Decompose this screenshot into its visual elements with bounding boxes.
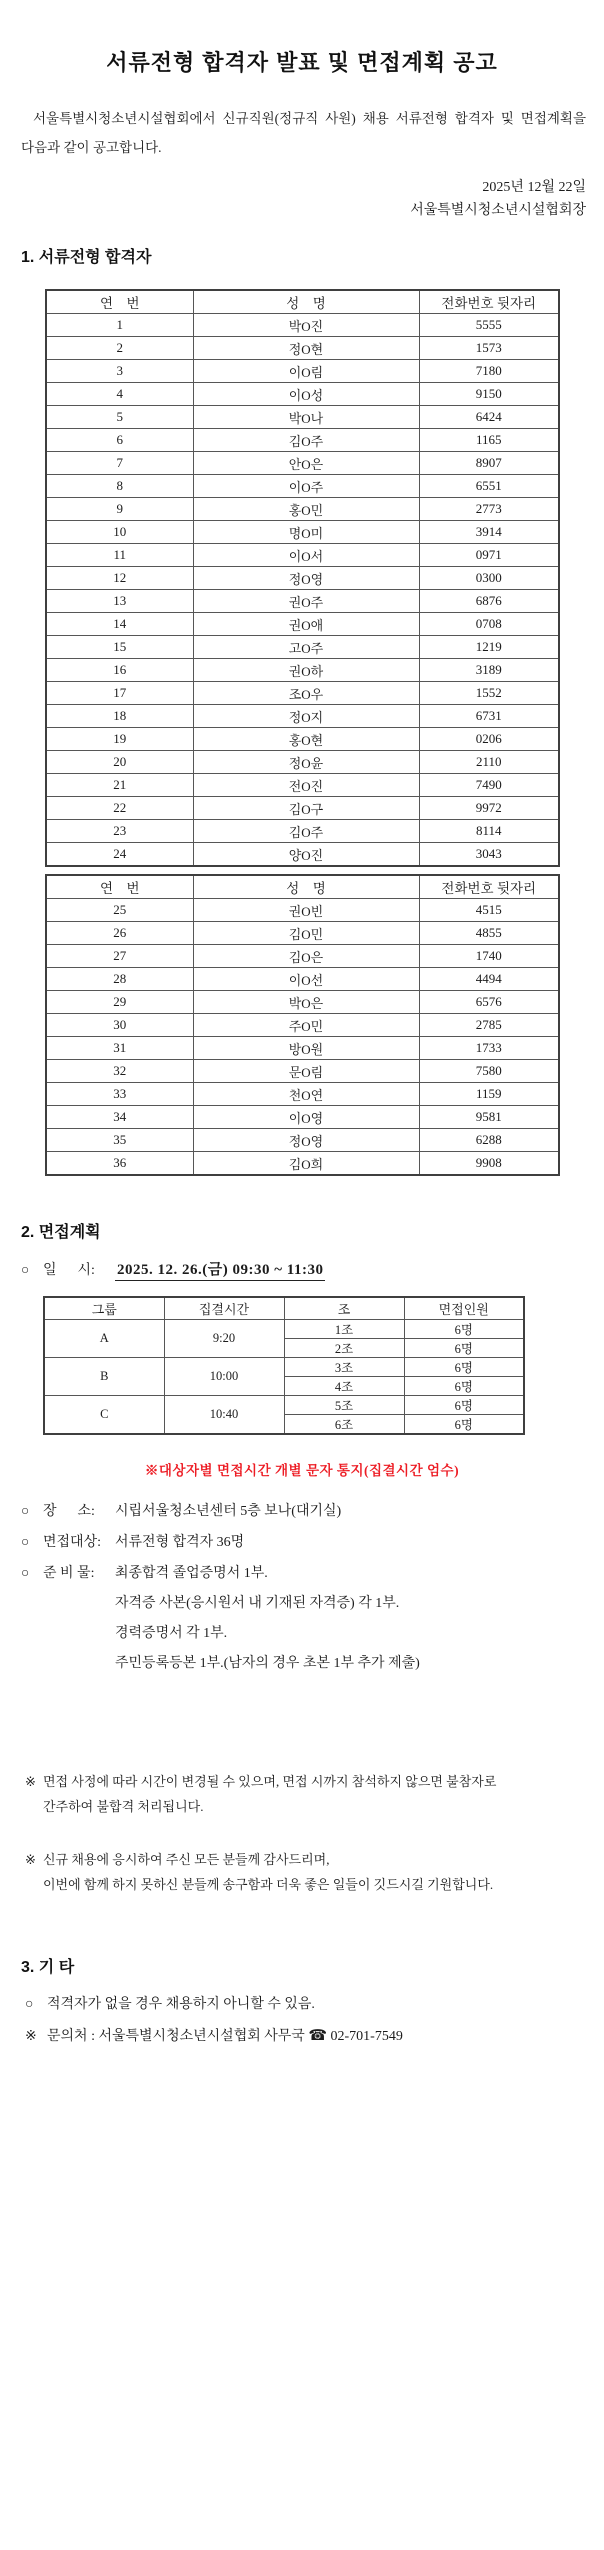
table-row: [44, 1396, 524, 1415]
cell-no: 5: [46, 406, 193, 429]
cell-no: 27: [46, 945, 193, 968]
cell-no: 2: [46, 337, 193, 360]
cell-count: 6명: [404, 1396, 524, 1415]
cell-count: 6명: [404, 1358, 524, 1377]
table-row: [46, 899, 559, 922]
cell-no: 33: [46, 1083, 193, 1106]
cell-phone: 9972: [419, 797, 559, 820]
table-row: [46, 991, 559, 1014]
table-row: [46, 922, 559, 945]
asterisk-bullet: ※: [25, 2029, 37, 2044]
table-row: [46, 1014, 559, 1037]
cell-no: 15: [46, 636, 193, 659]
cell-name: 정O지: [193, 705, 419, 728]
table-row: [46, 1060, 559, 1083]
cell-group: B: [44, 1358, 164, 1396]
table-header-row: [44, 1297, 524, 1320]
cell-count: 6명: [404, 1377, 524, 1396]
cell-phone: 4494: [419, 968, 559, 991]
cell-phone: 2110: [419, 751, 559, 774]
note-line: 신규 채용에 응시하여 주신 모든 분들께 감사드리며,: [43, 1852, 330, 1867]
table-row: [44, 1358, 524, 1377]
materials-item: 경력증명서 각 1부.: [115, 1626, 228, 1641]
contact-line: [25, 2026, 604, 2047]
table-row: [46, 751, 559, 774]
table-row: [46, 705, 559, 728]
cell-name: 정O영: [193, 567, 419, 590]
cell-no: 9: [46, 498, 193, 521]
contact-phone: 02-701-7549: [330, 2029, 403, 2044]
cell-phone: 3043: [419, 843, 559, 867]
cell-no: 36: [46, 1152, 193, 1176]
cell-name: 권O주: [193, 590, 419, 613]
cell-no: 19: [46, 728, 193, 751]
cell-no: 10: [46, 521, 193, 544]
cell-name: 홍O민: [193, 498, 419, 521]
cell-name: 문O림: [193, 1060, 419, 1083]
cell-phone: 3914: [419, 521, 559, 544]
cell-name: 정O윤: [193, 751, 419, 774]
cell-no: 35: [46, 1129, 193, 1152]
table-row: [46, 337, 559, 360]
cell-phone: 6876: [419, 590, 559, 613]
table-row: [46, 360, 559, 383]
materials-label: 준 비 물:: [43, 1566, 95, 1581]
intro-paragraph: 서울특별시청소년시설협회에서 신규직원(정규직 사원) 채용 서류전형 합격자 및 면접계획을 다음과 같이 공고합니다.: [21, 111, 586, 155]
col-header-group: 그룹: [44, 1297, 164, 1320]
cell-time: 10:00: [164, 1358, 284, 1396]
section1-heading: 1. 서류전형 합격자: [21, 249, 152, 266]
note-line: 이번에 함께 하지 못하신 분들께 송구함과 더욱 좋은 일들이 깃드시길 기원합니다.: [43, 1877, 494, 1892]
cell-no: 29: [46, 991, 193, 1014]
signer-title: 서울특별시청소년시설협회장: [410, 203, 586, 218]
cell-team: 4조: [284, 1377, 404, 1396]
table-row: [46, 945, 559, 968]
cell-no: 31: [46, 1037, 193, 1060]
cell-name: 전O진: [193, 774, 419, 797]
circle-bullet: ○: [21, 1565, 30, 1580]
cell-phone: 6551: [419, 475, 559, 498]
cell-phone: 2773: [419, 498, 559, 521]
section2-heading: 2. 면접계획: [21, 1224, 101, 1241]
cell-phone: 1552: [419, 682, 559, 705]
cell-no: 34: [46, 1106, 193, 1129]
materials-item: 주민등록등본 1부.(남자의 경우 초본 1부 추가 제출): [115, 1656, 420, 1671]
table-row: [46, 1037, 559, 1060]
cell-name: 김O주: [193, 429, 419, 452]
cell-phone: 8114: [419, 820, 559, 843]
section3-heading: 3. 기 타: [21, 1959, 75, 1976]
cell-time: 9:20: [164, 1320, 284, 1358]
cell-name: 김O주: [193, 820, 419, 843]
table-row: [46, 728, 559, 751]
cell-group: A: [44, 1320, 164, 1358]
interview-schedule-table: [43, 1296, 525, 1435]
cell-team: 6조: [284, 1415, 404, 1435]
cell-group: C: [44, 1396, 164, 1435]
cell-count: 6명: [404, 1339, 524, 1358]
cell-phone: 0971: [419, 544, 559, 567]
cell-name: 홍O현: [193, 728, 419, 751]
table-row: [46, 682, 559, 705]
cell-no: 8: [46, 475, 193, 498]
cell-no: 26: [46, 922, 193, 945]
cell-phone: 4855: [419, 922, 559, 945]
cell-no: 16: [46, 659, 193, 682]
cell-name: 정O영: [193, 1129, 419, 1152]
materials-line: [21, 1563, 604, 1584]
cell-no: 13: [46, 590, 193, 613]
cell-phone: 1573: [419, 337, 559, 360]
place-line: [21, 1501, 604, 1522]
red-notice: ※대상자별 면접시간 개별 문자 통지(집결시간 엄수): [144, 1463, 460, 1478]
col-header-name: 성 명: [193, 875, 419, 899]
cell-name: 이O성: [193, 383, 419, 406]
schedule-value: 2025. 12. 26.(금) 09:30 ~ 11:30: [115, 1262, 325, 1281]
cell-phone: 6576: [419, 991, 559, 1014]
materials-item: 자격증 사본(응시원서 내 기재된 자격증) 각 1부.: [115, 1596, 400, 1611]
cell-no: 23: [46, 820, 193, 843]
table-row: [46, 636, 559, 659]
asterisk-bullet: ※: [25, 1852, 36, 1867]
table-row: [46, 406, 559, 429]
passers-table-2: [45, 874, 560, 1176]
table-row: [46, 1106, 559, 1129]
cell-no: 32: [46, 1060, 193, 1083]
cell-phone: 7580: [419, 1060, 559, 1083]
place-label: 장 소:: [43, 1504, 95, 1519]
telephone-icon: ☎: [308, 2028, 328, 2044]
cell-name: 권O애: [193, 613, 419, 636]
cell-phone: 0206: [419, 728, 559, 751]
cell-count: 6명: [404, 1320, 524, 1339]
cell-no: 20: [46, 751, 193, 774]
circle-bullet: ○: [21, 1534, 30, 1549]
asterisk-bullet: ※: [25, 1774, 36, 1789]
table-row: [46, 314, 559, 337]
cell-no: 21: [46, 774, 193, 797]
cell-phone: 0708: [419, 613, 559, 636]
cell-no: 14: [46, 613, 193, 636]
cell-no: 25: [46, 899, 193, 922]
cell-name: 천O연: [193, 1083, 419, 1106]
cell-name: 김O민: [193, 922, 419, 945]
cell-name: 양O진: [193, 843, 419, 867]
cell-time: 10:40: [164, 1396, 284, 1435]
note-line: 간주하여 불합격 처리됩니다.: [43, 1799, 204, 1814]
col-header-phone: 전화번호 뒷자리: [419, 290, 559, 314]
cell-phone: 7180: [419, 360, 559, 383]
cell-phone: 2785: [419, 1014, 559, 1037]
table-header-row: [46, 290, 559, 314]
cell-phone: 5555: [419, 314, 559, 337]
cell-no: 18: [46, 705, 193, 728]
cell-no: 22: [46, 797, 193, 820]
materials-first-item: 최종합격 졸업증명서 1부.: [115, 1566, 268, 1581]
table-row: [46, 613, 559, 636]
cell-no: 11: [46, 544, 193, 567]
cell-name: 박O진: [193, 314, 419, 337]
table-row: [46, 774, 559, 797]
table-row: [46, 820, 559, 843]
cell-name: 권O하: [193, 659, 419, 682]
cell-team: 2조: [284, 1339, 404, 1358]
col-header-time: 집결시간: [164, 1297, 284, 1320]
cell-name: 박O은: [193, 991, 419, 1014]
target-value: 서류전형 합격자 36명: [115, 1535, 245, 1550]
cell-name: 안O은: [193, 452, 419, 475]
cell-no: 6: [46, 429, 193, 452]
table-row: [46, 383, 559, 406]
table-row: [46, 1083, 559, 1106]
table-row: [46, 659, 559, 682]
note-text: [43, 1769, 496, 1819]
cell-name: 김O구: [193, 797, 419, 820]
cell-phone: 9908: [419, 1152, 559, 1176]
table-row: [46, 475, 559, 498]
passers-table-2-body: [46, 899, 559, 1176]
col-header-no: 연 번: [46, 290, 193, 314]
cell-phone: 6288: [419, 1129, 559, 1152]
table-row: [46, 797, 559, 820]
col-header-team: 조: [284, 1297, 404, 1320]
table-row: [46, 521, 559, 544]
cell-phone: 4515: [419, 899, 559, 922]
cell-team: 5조: [284, 1396, 404, 1415]
cell-phone: 7490: [419, 774, 559, 797]
table-header-row: [46, 875, 559, 899]
col-header-phone: 전화번호 뒷자리: [419, 875, 559, 899]
schedule-label: 일 시:: [43, 1263, 95, 1278]
cell-name: 권O빈: [193, 899, 419, 922]
note-text: [43, 1847, 493, 1897]
cell-no: 17: [46, 682, 193, 705]
cell-name: 명O미: [193, 521, 419, 544]
eligibility-text: 적격자가 없을 경우 채용하지 아니할 수 있음.: [47, 1997, 315, 2012]
note-attendance: [25, 1769, 586, 1819]
cell-no: 4: [46, 383, 193, 406]
page-title: 서류전형 합격자 발표 및 면접계획 공고: [106, 50, 498, 75]
eligibility-note: [25, 1995, 604, 2015]
cell-phone: 1733: [419, 1037, 559, 1060]
cell-phone: 1740: [419, 945, 559, 968]
cell-name: 방O원: [193, 1037, 419, 1060]
table-row: [46, 429, 559, 452]
table-row: [46, 1129, 559, 1152]
circle-bullet: ○: [21, 1503, 30, 1518]
passers-table-1-body: [46, 314, 559, 867]
passers-table-1: [45, 289, 560, 867]
target-line: [21, 1532, 604, 1553]
table-row: [46, 843, 559, 867]
cell-phone: 9581: [419, 1106, 559, 1129]
cell-name: 김O은: [193, 945, 419, 968]
note-thanks: [25, 1847, 586, 1897]
cell-name: 고O주: [193, 636, 419, 659]
interview-datetime-line: [21, 1259, 604, 1282]
col-header-no: 연 번: [46, 875, 193, 899]
cell-no: 12: [46, 567, 193, 590]
cell-no: 3: [46, 360, 193, 383]
cell-phone: 0300: [419, 567, 559, 590]
cell-name: 박O나: [193, 406, 419, 429]
target-label: 면접대상:: [43, 1535, 101, 1550]
cell-no: 7: [46, 452, 193, 475]
contact-text: 문의처 : 서울특별시청소년시설협회 사무국: [47, 2029, 305, 2044]
cell-no: 28: [46, 968, 193, 991]
cell-team: 3조: [284, 1358, 404, 1377]
place-value: 시립서울청소년센터 5층 보나(대기실): [115, 1504, 342, 1519]
cell-name: 이O림: [193, 360, 419, 383]
cell-phone: 1219: [419, 636, 559, 659]
table-row: [44, 1320, 524, 1339]
cell-name: 이O선: [193, 968, 419, 991]
circle-bullet: ○: [21, 1262, 30, 1277]
circle-bullet: ○: [25, 1997, 34, 2012]
table-row: [46, 1152, 559, 1176]
cell-phone: 1165: [419, 429, 559, 452]
cell-phone: 3189: [419, 659, 559, 682]
cell-phone: 6731: [419, 705, 559, 728]
cell-no: 1: [46, 314, 193, 337]
cell-phone: 6424: [419, 406, 559, 429]
date-signer-block: [0, 176, 604, 222]
cell-phone: 8907: [419, 452, 559, 475]
cell-name: 정O현: [193, 337, 419, 360]
cell-phone: 1159: [419, 1083, 559, 1106]
cell-no: 30: [46, 1014, 193, 1037]
table-row: [46, 452, 559, 475]
table-row: [46, 498, 559, 521]
announcement-date: 2025년 12월 22일: [482, 180, 586, 195]
note-line: 면접 사정에 따라 시간이 변경될 수 있으며, 면접 시까지 참석하지 않으면 불참자로: [43, 1774, 497, 1789]
table-row: [46, 968, 559, 991]
cell-name: 조O우: [193, 682, 419, 705]
cell-name: 이O서: [193, 544, 419, 567]
cell-name: 이O주: [193, 475, 419, 498]
cell-name: 김O희: [193, 1152, 419, 1176]
cell-phone: 9150: [419, 383, 559, 406]
cell-no: 24: [46, 843, 193, 867]
cell-count: 6명: [404, 1415, 524, 1435]
cell-team: 1조: [284, 1320, 404, 1339]
cell-name: 주O민: [193, 1014, 419, 1037]
col-header-name: 성 명: [193, 290, 419, 314]
table-row: [46, 590, 559, 613]
cell-name: 이O영: [193, 1106, 419, 1129]
table-row: [46, 544, 559, 567]
table-row: [46, 567, 559, 590]
col-header-count: 면접인원: [404, 1297, 524, 1320]
